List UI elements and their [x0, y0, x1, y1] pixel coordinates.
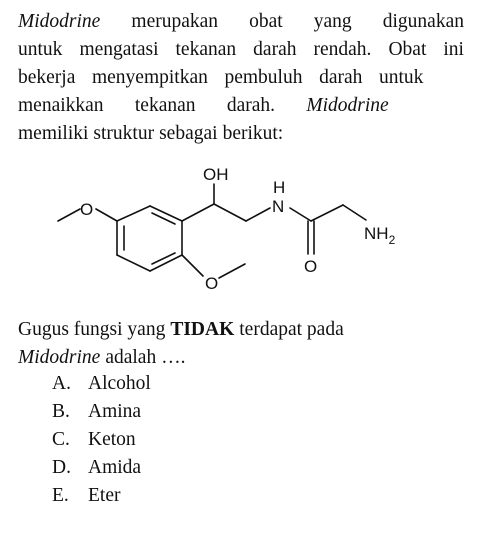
bond	[58, 209, 80, 221]
option-d[interactable]	[52, 454, 151, 482]
question-line-3	[18, 64, 464, 92]
option-e[interactable]	[52, 482, 151, 510]
option-text: Eter	[88, 485, 121, 506]
word: tekanan	[134, 95, 196, 116]
bonds	[58, 184, 366, 278]
word: sebagai	[159, 123, 218, 144]
option-a[interactable]	[52, 370, 151, 398]
stem-text: Gugus fungsi yang	[18, 319, 166, 340]
bond	[117, 255, 150, 271]
drug-name: Midodrine	[18, 347, 101, 368]
amine-nitrogen-label: N	[272, 197, 285, 216]
word: struktur	[93, 123, 155, 144]
methoxy-oxygen-bottom-label: O	[205, 274, 219, 293]
bond	[311, 205, 343, 221]
question-line-4	[18, 92, 464, 120]
bond	[290, 208, 311, 221]
word: untuk	[378, 67, 424, 88]
amine-hydrogen-label: H	[273, 178, 286, 197]
bond	[182, 204, 214, 221]
stem-line-2	[18, 344, 464, 372]
option-text: Keton	[88, 429, 136, 450]
word: rendah.	[313, 39, 372, 60]
word: pembuluh	[224, 67, 303, 88]
word: Obat	[388, 39, 427, 60]
bond	[96, 209, 117, 221]
word: mengatasi	[79, 39, 159, 60]
hydroxyl-label: OH	[203, 165, 229, 184]
stem-text: adalah ….	[105, 347, 186, 368]
option-text: Amida	[88, 457, 142, 478]
option-letter: A.	[52, 373, 71, 394]
option-text: Alcohol	[88, 373, 151, 394]
option-text: Amina	[88, 401, 142, 422]
stem-emphasis: TIDAK	[170, 319, 235, 340]
midodrine-structure	[40, 160, 440, 300]
word: menyempitkan	[91, 67, 208, 88]
bond	[246, 208, 270, 221]
question-line-2	[18, 36, 464, 64]
methoxy-oxygen-label: O	[80, 200, 94, 219]
amino-nh: NH	[364, 224, 389, 243]
spacer	[440, 64, 464, 92]
word: tekanan	[175, 39, 237, 60]
stem-text: terdapat pada	[239, 319, 344, 340]
question-line-5	[18, 120, 464, 148]
drug-name: Midodrine	[306, 95, 389, 116]
drug-name: Midodrine	[18, 11, 101, 32]
word: obat	[249, 11, 283, 32]
bond	[219, 264, 245, 278]
bond	[343, 205, 366, 220]
option-letter: B.	[52, 401, 70, 422]
bond	[182, 255, 203, 276]
word: berikut:	[222, 123, 284, 144]
word: digunakan	[382, 11, 464, 32]
question-stem	[18, 316, 464, 372]
word: merupakan	[131, 11, 219, 32]
question-text	[18, 8, 464, 148]
spacer	[420, 92, 464, 120]
word: yang	[313, 11, 352, 32]
word: darah	[253, 39, 297, 60]
option-letter: D.	[52, 457, 71, 478]
carbonyl-oxygen-label: O	[304, 257, 318, 276]
option-letter: C.	[52, 429, 70, 450]
bond	[152, 213, 175, 224]
word: ini	[443, 39, 464, 60]
word: menaikkan	[18, 95, 104, 116]
amino-group-label	[364, 224, 396, 247]
word: untuk	[18, 39, 63, 60]
answer-options	[52, 370, 151, 510]
amino-subscript: 2	[388, 233, 396, 247]
bond	[152, 253, 175, 264]
word: darah	[319, 67, 363, 88]
option-letter: E.	[52, 485, 69, 506]
bond	[117, 206, 150, 221]
word: darah.	[226, 95, 276, 116]
option-b[interactable]	[52, 398, 151, 426]
word: memiliki	[18, 123, 89, 144]
word: bekerja	[18, 67, 76, 88]
bond	[214, 204, 246, 221]
option-c[interactable]	[52, 426, 151, 454]
stem-line-1	[18, 316, 464, 344]
question-line-1	[18, 8, 464, 36]
